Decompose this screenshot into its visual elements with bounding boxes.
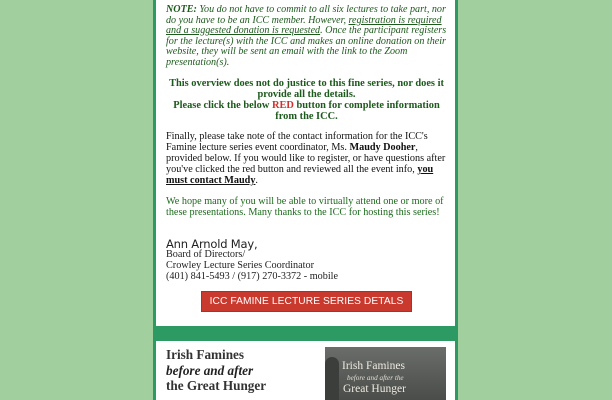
signature-block — [166, 250, 447, 282]
note-paragraph — [166, 5, 447, 69]
cta-wrapper — [166, 291, 447, 312]
overview-pre: Please click the below — [173, 99, 272, 111]
contact-text-1: Finally, please take note of the contact information for the ICC's Famine lecture series event coordinator, Ms. — [166, 131, 428, 154]
contact-paragraph — [166, 131, 447, 186]
hope-paragraph: We hope many of you will be able to virtually attend one or more of these presentations. Many thanks to the ICC for hosting this series! — [166, 196, 444, 219]
figure-silhouette-icon — [325, 357, 339, 400]
event-title-italic: before and after — [166, 362, 254, 378]
coordinator-name: Maudy Dooher — [349, 142, 416, 154]
note-text-2: . Once the participant registers for the lecture(s) with the ICC and makes an online donation on their website, they will be sent an email with the link to the Zoom presentation(s). — [166, 25, 447, 68]
overview-red-word: RED — [271, 99, 294, 111]
contact-text-2: , provided below. If you would like to register, or have questions after you've clicked the red button and reviewed all the event info, — [166, 142, 446, 176]
event-card — [153, 341, 458, 400]
contact-must: you must contact Maudy — [166, 164, 434, 187]
signature-role-2: Crowley Lecture Series Coordinator — [166, 260, 314, 272]
overview-callout — [166, 78, 447, 123]
event-title-line-2 — [166, 363, 266, 379]
lecture-series-details-button[interactable]: ICC FAMINE LECTURE SERIES DETALS — [201, 291, 413, 312]
event-title-line-3: the Great Hunger — [166, 378, 267, 393]
overview-line-1: This overview does not do justice to this fine series, nor does it provide all the details. — [169, 77, 444, 100]
note-lead: NOTE: — [166, 4, 197, 15]
book-cover-line-2: before and after the — [347, 374, 404, 382]
signature-name: Ann Arnold May, — [166, 237, 258, 252]
newsletter-card — [153, 0, 458, 326]
registration-link[interactable]: registration is required and a suggested donation is requested — [166, 14, 442, 37]
book-cover-line-3: Great Hunger — [343, 383, 406, 395]
signature-role-1: Board of Directors/ — [166, 249, 246, 261]
section-divider — [153, 326, 458, 341]
event-title — [166, 347, 266, 394]
contact-end: . — [255, 175, 258, 187]
signature-phones: (401) 841-5493 / (917) 270-3372 - mobile — [166, 270, 339, 282]
event-title-line-1: Irish Famines — [166, 347, 245, 362]
note-text-1: You do not have to commit to all six lectures to take part, nor do you have to be an ICC member. However, — [166, 4, 446, 26]
book-cover-image[interactable] — [325, 347, 446, 400]
book-cover-line-1: Irish Famines — [342, 360, 405, 372]
overview-post: button for complete information from the ICC. — [275, 99, 440, 123]
